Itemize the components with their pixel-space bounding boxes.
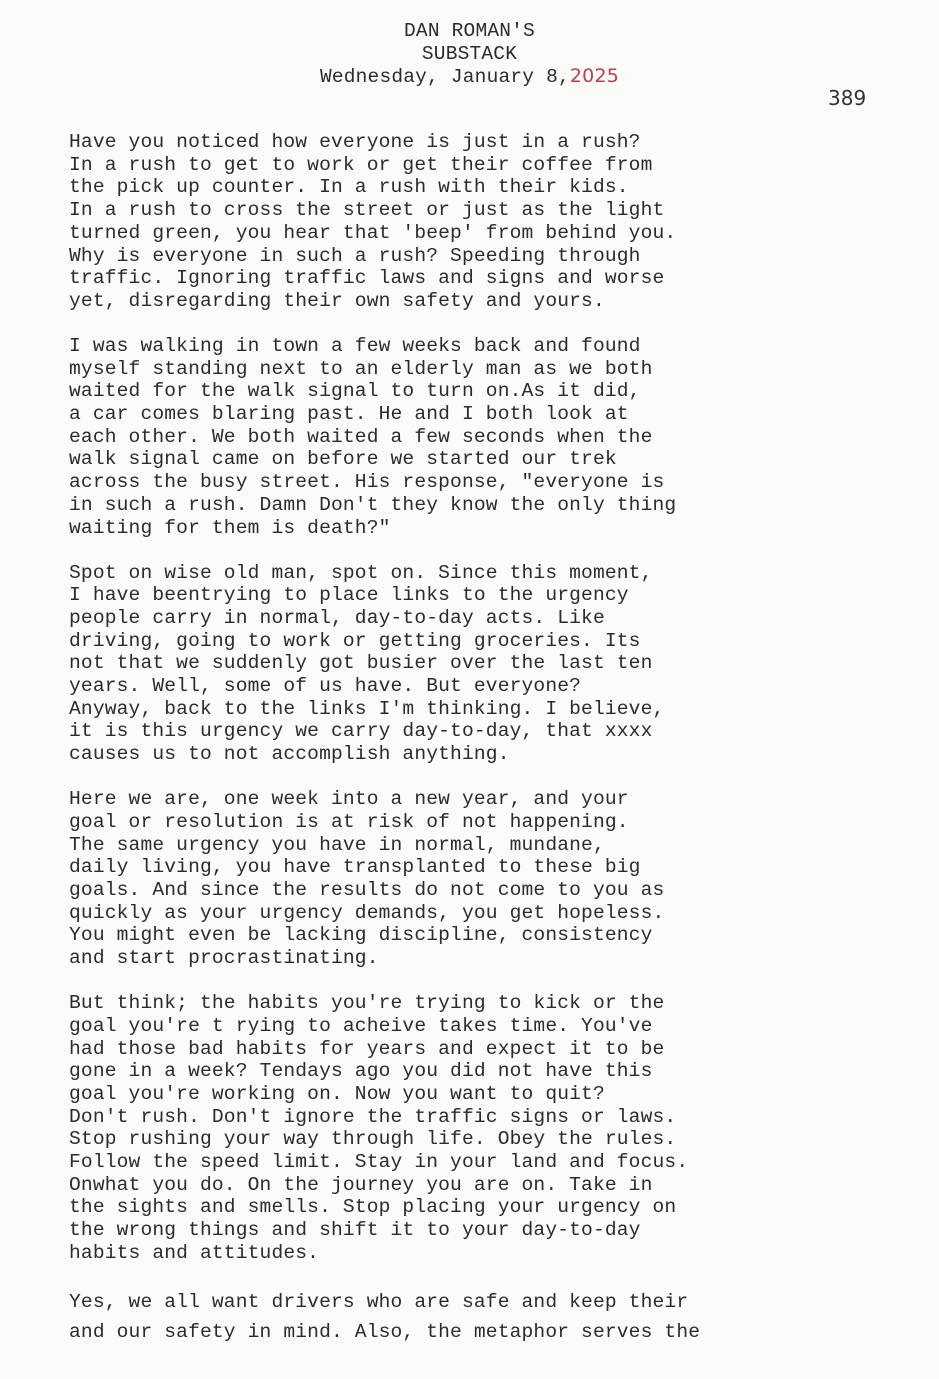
text-line: each other. We both waited a few seconds when the xyxy=(69,425,653,448)
text-line: Don't rush. Don't ignore the traffic signs or laws. xyxy=(69,1105,677,1128)
text-line: I was walking in town a few weeks back and found xyxy=(69,334,641,357)
text-line: causes us to not accomplish anything. xyxy=(69,743,510,766)
text-line: Spot on wise old man, spot on. Since this moment, xyxy=(69,561,653,584)
text-line: yet, disregarding their own safety and yours. xyxy=(69,289,605,312)
text-line: turned green, you hear that 'beep' from behind you. xyxy=(69,221,677,244)
text-line: it is this urgency we carry day-to-day, that xxxx xyxy=(69,720,653,743)
text-line: In a rush to get to work or get their coffee from xyxy=(69,153,653,176)
text-line: waiting for them is death?" xyxy=(69,516,391,539)
text-line: Anyway, back to the links I'm thinking. I believe, xyxy=(69,697,665,720)
text-line: in such a rush. Damn Don't they know the only thing xyxy=(69,493,677,516)
text-line: daily living, you have transplanted to these big xyxy=(69,856,641,879)
text-line: the wrong things and shift it to your day-to-day xyxy=(69,1219,641,1242)
text-line: had those bad habits for years and expect it to be xyxy=(69,1037,665,1060)
paragraph-1 xyxy=(69,131,869,313)
paragraph-3 xyxy=(69,562,869,766)
text-line: Why is everyone in such a rush? Speeding through xyxy=(69,244,641,267)
text-line: traffic. Ignoring traffic laws and signs and worse xyxy=(69,267,665,290)
text-line: Yes, we all want drivers who are safe and keep their xyxy=(69,1290,689,1313)
text-line: waited for the walk signal to turn on.As it did, xyxy=(69,380,641,403)
text-line: walk signal came on before we started our trek xyxy=(69,448,617,471)
text-line: gone in a week? Tendays ago you did not have this xyxy=(69,1060,653,1083)
text-line: goals. And since the results do not come to you as xyxy=(69,878,665,901)
header-author: DAN ROMAN'S xyxy=(404,20,535,42)
text-line: myself standing next to an elderly man as we both xyxy=(69,357,653,380)
text-line: You might even be lacking discipline, consistency xyxy=(69,924,653,947)
text-line: Have you noticed how everyone is just in a rush? xyxy=(69,131,641,153)
header-publication: SUBSTACK xyxy=(421,42,518,65)
text-line: The same urgency you have in normal, mundane, xyxy=(69,833,605,856)
paragraph-4 xyxy=(69,788,869,970)
text-line: a car comes blaring past. He and I both look at xyxy=(69,403,629,426)
text-line: Here we are, one week into a new year, and your xyxy=(69,788,629,811)
text-line: the sights and smells. Stop placing your urgency on xyxy=(69,1196,677,1219)
text-line: Onwhat you do. On the journey you are on. Take in xyxy=(69,1173,653,1196)
paragraph-2 xyxy=(69,335,869,539)
text-line: the pick up counter. In a rush with their kids. xyxy=(69,176,629,199)
text-line: across the busy street. His response, "everyone is xyxy=(69,471,665,494)
header-date-year: 2025 xyxy=(569,65,620,87)
text-line: quickly as your urgency demands, you get hopeless. xyxy=(69,901,665,924)
text-line: goal or resolution is at risk of not happening. xyxy=(69,810,629,833)
text-line: years. Well, some of us have. But everyone? xyxy=(69,675,582,698)
text-line: driving, going to work or getting groceries. Its xyxy=(69,629,641,652)
text-line: goal you're t rying to acheive takes time. You've xyxy=(69,1014,653,1037)
page-number: 389 xyxy=(828,86,867,110)
text-line: Follow the speed limit. Stay in your land and focus. xyxy=(69,1151,689,1174)
paragraph-5 xyxy=(69,992,869,1264)
text-line: and start procrastinating. xyxy=(69,947,379,970)
text-line: Stop rushing your way through life. Obey the rules. xyxy=(69,1128,677,1151)
header-date-text: Wednesday, January 8, xyxy=(319,66,570,88)
page-header xyxy=(0,20,939,89)
text-line: and our safety in mind. Also, the metaphor serves the xyxy=(69,1320,701,1343)
text-line: goal you're working on. Now you want to quit? xyxy=(69,1082,605,1105)
text-line: In a rush to cross the street or just as the light xyxy=(69,199,665,222)
paragraph-6 xyxy=(69,1287,869,1347)
text-line: But think; the habits you're trying to kick or the xyxy=(69,992,665,1015)
text-line: I have beentrying to place links to the urgency xyxy=(69,584,629,607)
text-line: not that we suddenly got busier over the last ten xyxy=(69,652,653,675)
text-line: people carry in normal, day-to-day acts. Like xyxy=(69,606,605,629)
article-body xyxy=(69,131,869,1369)
header-date xyxy=(0,65,939,89)
text-line: habits and attitudes. xyxy=(69,1241,320,1264)
